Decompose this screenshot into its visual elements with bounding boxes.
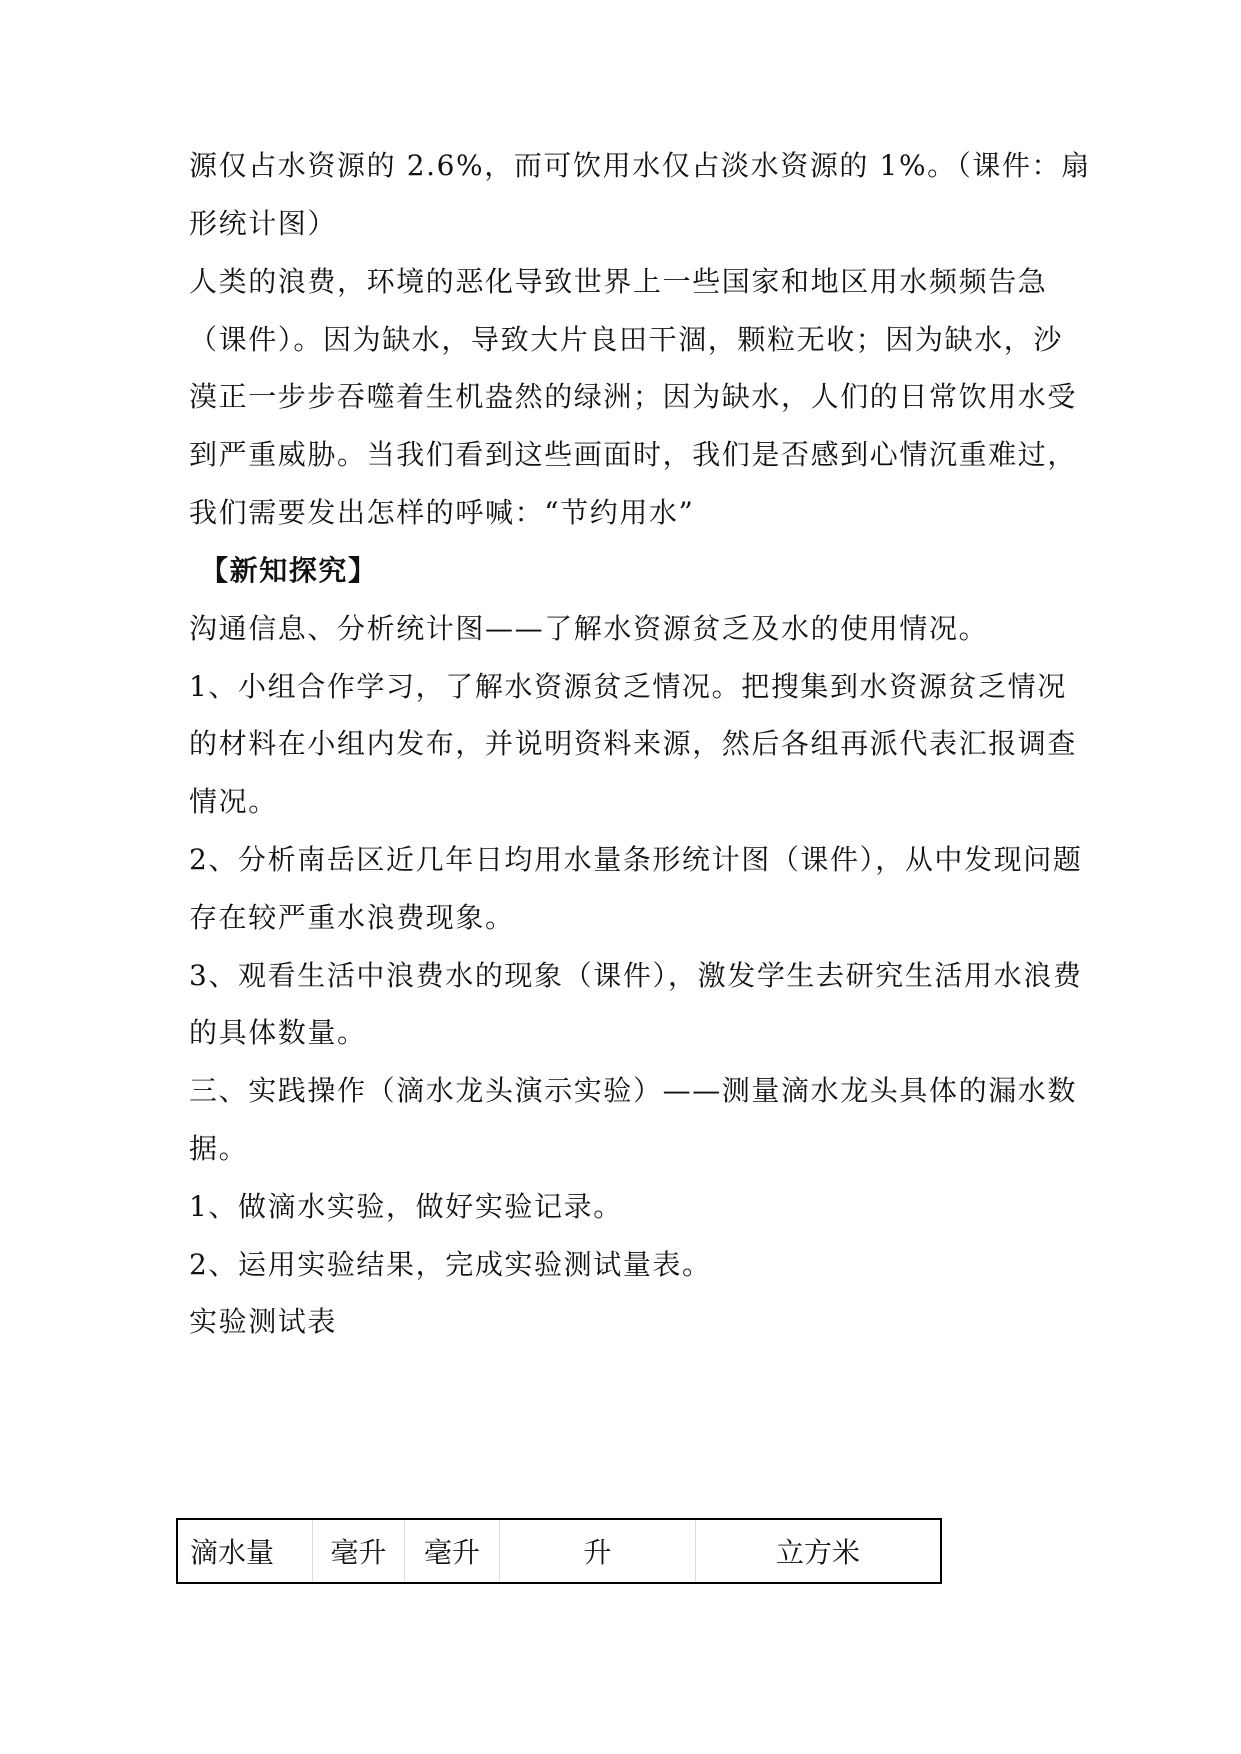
paragraph-line: 的具体数量。 xyxy=(189,1016,367,1049)
paragraph-line: 1、小组合作学习，了解水资源贫乏情况。把搜集到水资源贫乏情况 xyxy=(189,670,1067,703)
table-cell: 滴水量 xyxy=(190,1536,275,1569)
table-cell: 立方米 xyxy=(696,1519,942,1583)
section-heading: 【新知探究】 xyxy=(200,554,378,587)
paragraph-line: 情况。 xyxy=(189,785,278,818)
paragraph-line: 到严重威胁。当我们看到这些画面时，我们是否感到心情沉重难过， xyxy=(189,438,1078,471)
paragraph-line: 沟通信息、分析统计图——了解水资源贫乏及水的使用情况。 xyxy=(189,612,989,645)
paragraph-line: 1、做滴水实验，做好实验记录。 xyxy=(189,1190,623,1223)
paragraph-line: 存在较严重水浪费现象。 xyxy=(189,901,515,934)
paragraph-line: 的材料在小组内发布，并说明资料来源，然后各组再派代表汇报调查 xyxy=(189,727,1078,760)
paragraph-line: 形统计图） xyxy=(189,207,338,240)
paragraph-line: 漠正一步步吞噬着生机盎然的绿洲；因为缺水，人们的日常饮用水受 xyxy=(189,380,1078,413)
paragraph-line: 2、分析南岳区近几年日均用水量条形统计图（课件），从中发现问题 xyxy=(189,843,1083,876)
table-caption: 实验测试表 xyxy=(189,1305,338,1338)
paragraph-line: （课件）。因为缺水，导致大片良田干涸，颗粒无收；因为缺水，沙 xyxy=(189,323,1064,356)
paragraph-line: 人类的浪费，环境的恶化导致世界上一些国家和地区用水频频告急 xyxy=(189,265,1048,298)
experiment-table-grid xyxy=(176,1518,942,1584)
paragraph-line: 三、实践操作（滴水龙头演示实验）——测量滴水龙头具体的漏水数 xyxy=(189,1074,1078,1107)
paragraph-line: 源仅占水资源的 2.6%，而可饮用水仅占淡水资源的 1%。（课件：扇 xyxy=(189,149,1091,182)
paragraph-line: 2、运用实验结果，完成实验测试量表。 xyxy=(189,1248,712,1281)
table-cell: 毫升 xyxy=(313,1519,405,1583)
experiment-table xyxy=(176,1518,942,1584)
table-cell: 升 xyxy=(500,1519,696,1583)
table-cell: 毫升 xyxy=(405,1519,500,1583)
paragraph-line: 据。 xyxy=(189,1132,249,1165)
paragraph-line: 我们需要发出怎样的呼喊：“节约用水” xyxy=(189,496,695,529)
paragraph-line: 3、观看生活中浪费水的现象（课件），激发学生去研究生活用水浪费 xyxy=(189,959,1083,992)
table-row xyxy=(177,1519,941,1583)
